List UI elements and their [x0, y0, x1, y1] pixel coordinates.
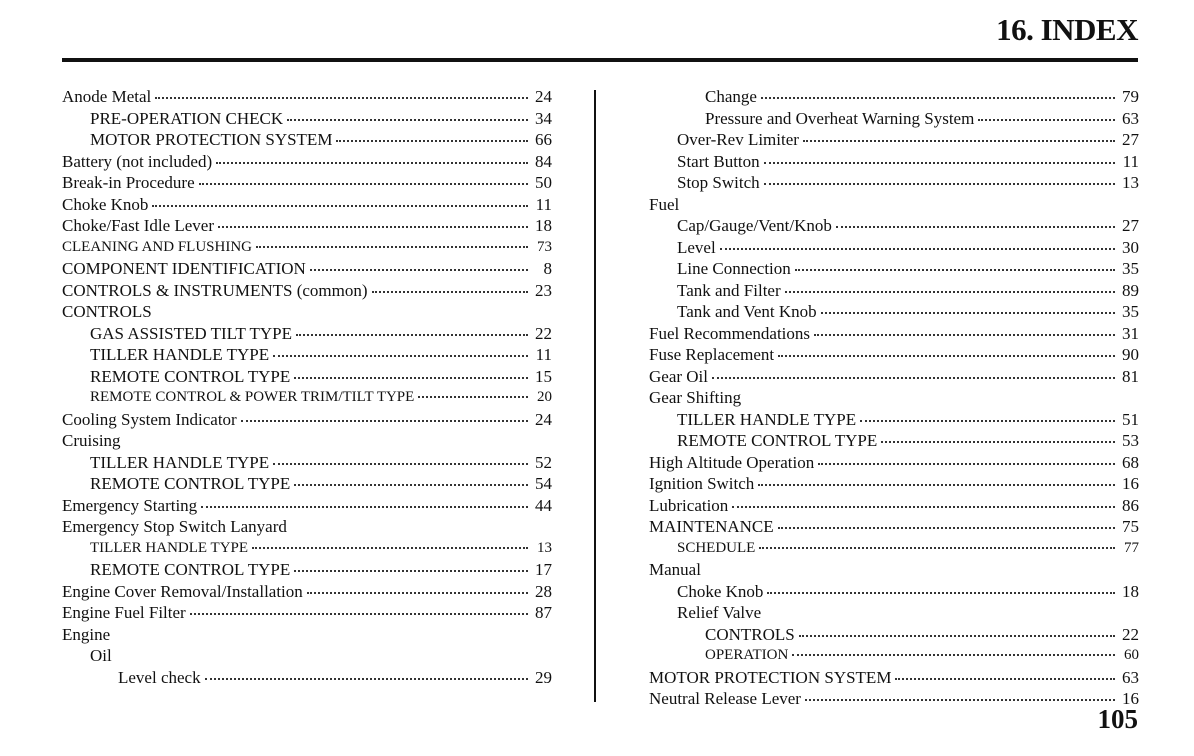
index-term: Battery (not included): [62, 151, 213, 171]
dot-leader: [764, 182, 1115, 185]
dot-leader: [712, 376, 1115, 379]
index-term: Tank and Filter: [677, 280, 781, 300]
index-term: Oil: [90, 646, 112, 665]
index-page-ref: 35: [1122, 259, 1139, 278]
index-entry: [649, 151, 1139, 173]
dot-leader: [818, 462, 1115, 465]
index-term: MOTOR PROTECTION SYSTEM: [649, 667, 892, 687]
index-page-ref: 24: [535, 409, 552, 429]
index-entry: [649, 215, 1139, 237]
index-entry: [649, 258, 1139, 280]
dot-leader: [759, 546, 1115, 549]
index-term: Emergency Stop Switch Lanyard: [62, 517, 287, 536]
index-page-ref: 75: [1122, 517, 1139, 536]
index-term: Line Connection: [677, 259, 791, 278]
index-term: TILLER HANDLE TYPE: [90, 539, 249, 556]
index-page-ref: 31: [1122, 323, 1139, 343]
index-entry: [649, 108, 1139, 130]
index-term: Cooling System Indicator: [62, 409, 237, 429]
index-term: Cruising: [62, 431, 121, 450]
dot-leader: [795, 268, 1115, 271]
index-page-ref: 27: [1122, 216, 1139, 235]
index-entry: [649, 344, 1139, 366]
dot-leader: [895, 677, 1115, 680]
index-entry: [62, 624, 552, 646]
index-term: REMOTE CONTROL TYPE: [677, 431, 878, 450]
index-page-ref: 66: [535, 130, 552, 149]
index-entry: [62, 602, 552, 624]
dot-leader: [155, 96, 528, 99]
dot-leader: [252, 546, 528, 549]
index-entry: [62, 172, 552, 194]
index-term: CLEANING AND FLUSHING: [62, 238, 252, 255]
index-term: Change: [705, 87, 757, 106]
index-term: Start Button: [677, 151, 760, 171]
dot-leader: [732, 505, 1115, 508]
index-entry: [62, 151, 552, 173]
index-entry: [649, 667, 1139, 689]
index-page-ref: 87: [535, 603, 552, 622]
column-divider: [594, 90, 596, 702]
index-term: REMOTE CONTROL TYPE: [90, 560, 291, 579]
index-page-ref: 84: [535, 151, 552, 171]
index-term: Ignition Switch: [649, 474, 755, 493]
index-term: MOTOR PROTECTION SYSTEM: [90, 130, 333, 149]
index-term: REMOTE CONTROL & POWER TRIM/TILT TYPE: [90, 389, 415, 405]
index-page-ref: 50: [535, 173, 552, 192]
dot-leader: [216, 161, 528, 164]
index-page-ref: 24: [535, 87, 552, 106]
index-page-ref: 13: [1122, 173, 1139, 192]
index-entry: [649, 624, 1139, 646]
index-term: Stop Switch: [677, 173, 760, 192]
dot-leader: [273, 354, 528, 357]
index-page-ref: 30: [1122, 237, 1139, 257]
dot-leader: [190, 612, 528, 615]
dot-leader: [296, 333, 528, 336]
index-term: Level check: [118, 667, 201, 687]
index-entry: [62, 430, 552, 452]
dot-leader: [761, 96, 1115, 99]
index-term: OPERATION: [705, 647, 789, 663]
index-entry: [649, 129, 1139, 151]
index-term: COMPONENT IDENTIFICATION: [62, 259, 306, 278]
dot-leader: [836, 225, 1115, 228]
index-entry: [649, 452, 1139, 474]
index-entry: [649, 645, 1139, 667]
index-term: CONTROLS: [62, 302, 152, 321]
index-page-ref: 8: [543, 259, 552, 278]
index-page-ref: 90: [1122, 345, 1139, 364]
index-term: Fuel: [649, 194, 680, 214]
index-entry: [62, 495, 552, 517]
dot-leader: [778, 354, 1115, 357]
index-page-ref: 63: [1122, 108, 1139, 128]
dot-leader: [720, 247, 1115, 250]
index-page-ref: 63: [1122, 667, 1139, 687]
index-entry: [649, 495, 1139, 517]
index-page-ref: 77: [1124, 539, 1139, 556]
index-page-ref: 18: [535, 216, 552, 235]
dot-leader: [860, 419, 1115, 422]
index-page-ref: 54: [535, 474, 552, 493]
index-term: Fuse Replacement: [649, 345, 775, 364]
index-term: Emergency Starting: [62, 495, 198, 515]
index-term: Cap/Gauge/Vent/Knob: [677, 216, 832, 235]
dot-leader: [218, 225, 528, 228]
index-entry: [62, 516, 552, 538]
index-page-ref: 11: [535, 194, 552, 214]
index-entry: [62, 645, 552, 667]
index-entry: [62, 366, 552, 388]
index-page-ref: 44: [535, 495, 552, 515]
dot-leader: [294, 483, 528, 486]
index-entry: [649, 387, 1139, 409]
dot-leader: [294, 569, 528, 572]
index-term: Level: [677, 237, 716, 257]
index-entry: [649, 581, 1139, 603]
index-term: Choke Knob: [677, 581, 764, 601]
index-term: Engine Fuel Filter: [62, 603, 186, 622]
index-entry: [62, 559, 552, 581]
dot-leader: [201, 505, 528, 508]
dot-leader: [792, 653, 1115, 656]
index-entry: [649, 280, 1139, 302]
index-entry: [62, 237, 552, 259]
header-rule: [62, 58, 1138, 62]
index-term: Pressure and Overheat Warning System: [705, 108, 975, 128]
index-entry: [649, 366, 1139, 388]
index-term: CONTROLS: [705, 624, 795, 644]
index-term: PRE-OPERATION CHECK: [90, 108, 284, 128]
index-entry: [62, 409, 552, 431]
index-term: Neutral Release Lever: [649, 689, 801, 708]
index-page-ref: 89: [1122, 280, 1139, 300]
index-entry: [62, 215, 552, 237]
dot-leader: [273, 462, 528, 465]
index-entry: [62, 86, 552, 108]
dot-leader: [764, 161, 1115, 164]
dot-leader: [418, 395, 528, 398]
index-page-ref: 20: [537, 389, 552, 405]
index-term: MAINTENANCE: [649, 517, 774, 536]
index-entry: [649, 559, 1139, 581]
index-entry: [62, 323, 552, 345]
index-term: High Altitude Operation: [649, 452, 815, 472]
index-entry: [62, 344, 552, 366]
index-page-ref: 81: [1122, 366, 1139, 386]
index-entry: [649, 194, 1139, 216]
dot-leader: [307, 591, 528, 594]
index-page-ref: 60: [1124, 647, 1139, 663]
index-page-ref: 17: [535, 560, 552, 579]
page-number: 105: [1097, 704, 1138, 734]
index-term: Over-Rev Limiter: [677, 130, 799, 149]
dot-leader: [978, 118, 1115, 121]
index-page-ref: 22: [535, 323, 552, 343]
index-entry: [62, 473, 552, 495]
index-page-ref: 34: [535, 108, 552, 128]
index-entry: [649, 602, 1139, 624]
dot-leader: [805, 698, 1115, 701]
dot-leader: [256, 245, 528, 248]
index-entry: [62, 129, 552, 151]
dot-leader: [799, 634, 1115, 637]
index-entry: [649, 172, 1139, 194]
index-term: Gear Oil: [649, 366, 709, 386]
index-term: Engine: [62, 624, 111, 644]
index-page-ref: 27: [1122, 130, 1139, 149]
index-entry: [649, 538, 1139, 560]
dot-leader: [241, 419, 528, 422]
index-page-ref: 73: [537, 238, 552, 255]
dot-leader: [881, 440, 1115, 443]
index-page-ref: 18: [1122, 581, 1139, 601]
index-term: Gear Shifting: [649, 388, 742, 407]
index-page-ref: 68: [1122, 452, 1139, 472]
index-entry: [649, 301, 1139, 323]
index-entry: [62, 194, 552, 216]
dot-leader: [205, 677, 528, 680]
index-term: Manual: [649, 560, 701, 579]
index-page-ref: 22: [1122, 624, 1139, 644]
index-entry: [649, 430, 1139, 452]
index-term: REMOTE CONTROL TYPE: [90, 366, 291, 386]
dot-leader: [767, 591, 1115, 594]
dot-leader: [758, 483, 1115, 486]
index-page-ref: 53: [1122, 431, 1139, 450]
index-column-left: [62, 86, 552, 688]
index-page-ref: 79: [1122, 87, 1139, 106]
dot-leader: [778, 526, 1115, 529]
index-term: Relief Valve: [677, 603, 762, 622]
index-term: TILLER HANDLE TYPE: [90, 452, 270, 472]
index-term: Engine Cover Removal/Installation: [62, 581, 303, 601]
dot-leader: [294, 376, 528, 379]
dot-leader: [803, 139, 1115, 142]
index-term: Tank and Vent Knob: [677, 302, 817, 321]
index-column-right: [649, 86, 1139, 710]
index-entry: [62, 667, 552, 689]
dot-leader: [821, 311, 1115, 314]
index-entry: [62, 301, 552, 323]
index-term: REMOTE CONTROL TYPE: [90, 474, 291, 493]
index-entry: [62, 452, 552, 474]
index-entry: [649, 323, 1139, 345]
index-page-ref: 52: [535, 452, 552, 472]
page-title: 16. INDEX: [996, 12, 1138, 47]
index-term: CONTROLS & INSTRUMENTS (common): [62, 280, 368, 300]
index-entry: [649, 516, 1139, 538]
index-page-ref: 51: [1122, 409, 1139, 429]
dot-leader: [152, 204, 528, 207]
index-page-ref: 16: [1122, 474, 1139, 493]
index-term: TILLER HANDLE TYPE: [677, 409, 857, 429]
index-entry: [649, 688, 1139, 710]
index-page-ref: 11: [1122, 151, 1139, 171]
index-term: Lubrication: [649, 495, 729, 515]
index-entry: [62, 108, 552, 130]
index-page-ref: 15: [535, 366, 552, 386]
index-term: Break-in Procedure: [62, 173, 195, 192]
dot-leader: [785, 290, 1115, 293]
index-entry: [649, 473, 1139, 495]
dot-leader: [336, 139, 528, 142]
index-term: TILLER HANDLE TYPE: [90, 345, 270, 364]
index-entry: [62, 387, 552, 409]
index-entry: [62, 538, 552, 560]
index-entry: [649, 86, 1139, 108]
index-term: Choke/Fast Idle Lever: [62, 216, 215, 235]
index-term: GAS ASSISTED TILT TYPE: [90, 323, 292, 343]
index-entry: [62, 581, 552, 603]
index-page-ref: 28: [535, 581, 552, 601]
dot-leader: [199, 182, 528, 185]
index-entry: [649, 409, 1139, 431]
index-term: Fuel Recommendations: [649, 323, 811, 343]
index-entry: [62, 258, 552, 280]
dot-leader: [372, 290, 528, 293]
index-page-ref: 16: [1122, 689, 1139, 708]
index-page-ref: 11: [535, 345, 552, 364]
index-term: Choke Knob: [62, 194, 149, 214]
index-page-ref: 35: [1122, 302, 1139, 321]
index-page-ref: 23: [535, 280, 552, 300]
index-page-ref: 29: [535, 667, 552, 687]
dot-leader: [310, 268, 528, 271]
index-entry: [649, 237, 1139, 259]
index-term: SCHEDULE: [677, 539, 756, 556]
dot-leader: [814, 333, 1115, 336]
index-page-ref: 13: [537, 539, 552, 556]
index-page-ref: 86: [1122, 495, 1139, 515]
dot-leader: [287, 118, 528, 121]
index-term: Anode Metal: [62, 87, 152, 106]
index-entry: [62, 280, 552, 302]
